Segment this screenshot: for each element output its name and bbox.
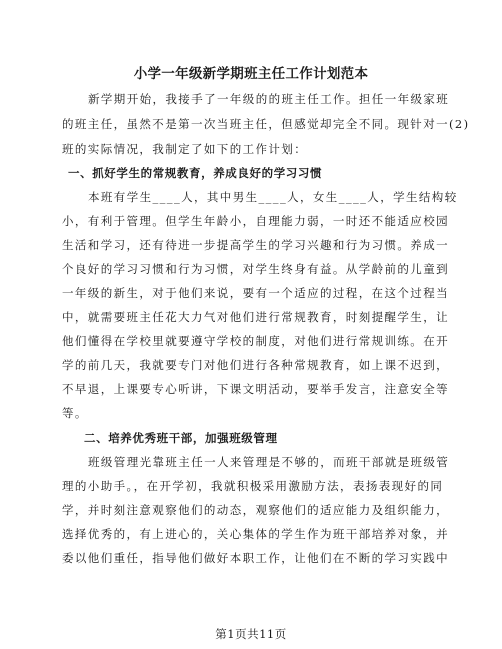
section-heading: 二、培养优秀班干部，加强班级管理 (84, 431, 278, 445)
paragraph-line: 生活和学习，还有待进一步提高学生的学习兴趣和行为习惯。养成一 (62, 238, 449, 252)
paragraph-line: 小，有利于管理。但学生年龄小，自理能力弱，一时还不能适应校园 (62, 214, 449, 228)
paragraph-line: 班的实际情况，我制定了如下的工作计划： (62, 142, 308, 156)
paragraph-line: 本班有学生____人，其中男生____人，女生____人，学生结构较 (88, 190, 458, 204)
paragraph-line: 理的小助手。，在开学初，我就积极采用激励方法，表扬表现好的同 (62, 479, 444, 493)
paragraph-line: 选择优秀的，有上进心的，关心集体的学生作为班干部培养对象，并 (62, 527, 449, 541)
section-heading: 一、抓好学生的常规教育，养成良好的学习习惯 (68, 166, 323, 180)
paragraph-line: 的班主任，虽然不是第一次当班主任，但感觉却完全不同。现针对一(2) (62, 117, 470, 131)
paragraph-line: 不早退，上课要专心听讲，下课文明活动，要举手发言，注意安全等 (62, 382, 449, 396)
page-number: 第1页共11页 (215, 627, 287, 641)
paragraph-line: 班级管理光靠班主任一人来管理是不够的，而班干部就是班级管 (88, 455, 450, 469)
paragraph-line: 他们懂得在学校里就要遵守学校的制度，对他们进行常规训练。在开 (62, 334, 449, 348)
paragraph-line: 个良好的学习习惯和行为习惯，对学生终身有益。从学龄前的儿童到 (62, 262, 449, 276)
paragraph-line: 中，就需要班主任花大力气对他们进行常规教育，时刻提醒学生，让 (62, 310, 449, 324)
paragraph-line: 学，并时刻注意观察他们的动态，观察他们的适应能力及组织能力， (62, 503, 449, 517)
paragraph-line: 学的前几天，我就要专门对他们进行各种常规教育，如上课不迟到， (62, 358, 449, 372)
paragraph-line: 等。 (62, 406, 88, 420)
paragraph-line: 一年级的新生，对于他们来说，要有一个适应的过程，在这个过程当 (62, 286, 449, 300)
paragraph-line: 新学期开始，我接手了一年级的的班主任工作。担任一年级家班 (88, 92, 450, 106)
document-title: 小学一年级新学期班主任工作计划范本 (133, 66, 369, 82)
paragraph-line: 委以他们重任，指导他们做好本职工作，让他们在不断的学习实践中 (62, 551, 449, 565)
